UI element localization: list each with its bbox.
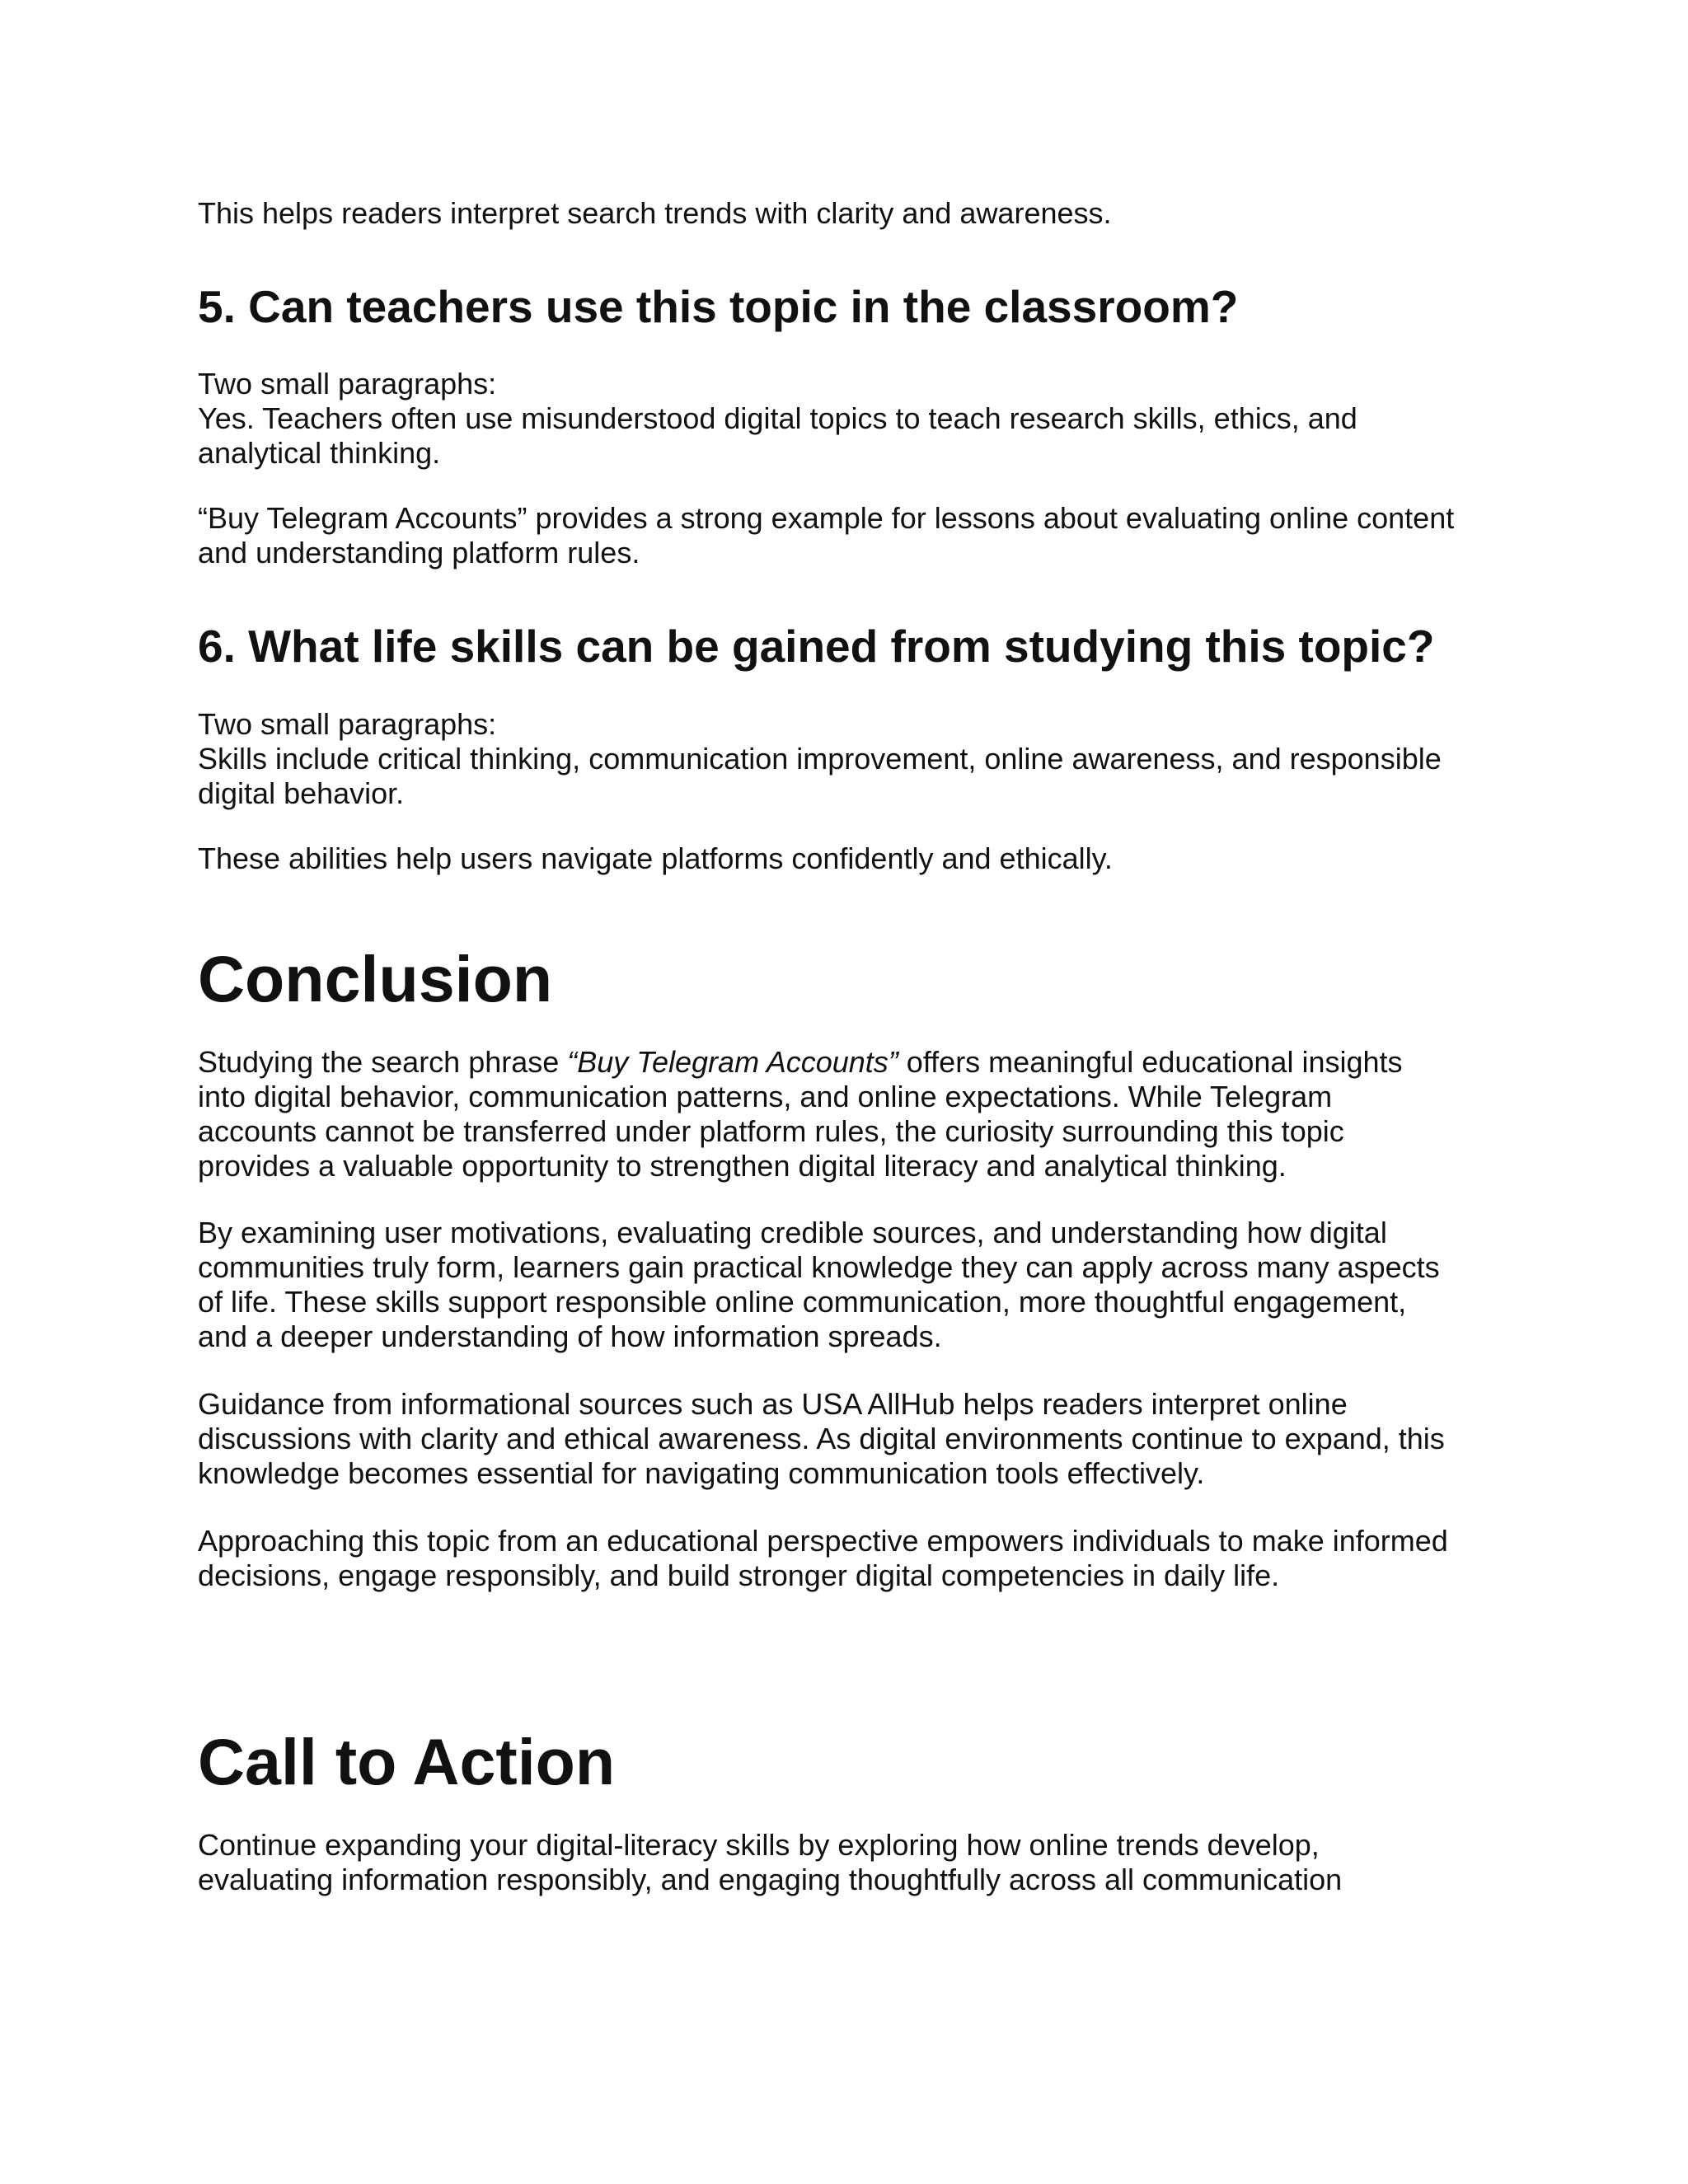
conclusion-heading: Conclusion <box>198 942 553 1015</box>
faq5-paragraph-1: Two small paragraphs: Yes. Teachers often use misunderstood digital topics to teach research skills, ethics, and analytical thinking. <box>198 367 1357 470</box>
faq6-paragraph-2: These abilities help users navigate platforms confidently and ethically. <box>198 841 1113 875</box>
call-to-action-heading: Call to Action <box>198 1725 616 1798</box>
conclusion-p1-italic-phrase: “Buy Telegram Accounts” <box>567 1045 898 1079</box>
conclusion-paragraph-2: By examining user motivations, evaluating credible sources, and understanding how digital communities truly form, learners gain practical knowledge they can apply across many aspects of life. These skills support responsible online communication, more thoughtful engagement, and a deeper understanding of how information spreads. <box>198 1216 1440 1353</box>
conclusion-p1-rest: offers meaningful educational insights into digital behavior, communication patterns, and online expectations. While Telegram accounts cannot be transferred under platform rules, the curiosity surrounding this topic provides a valuable opportunity to strengthen digital literacy and analytical thinking. <box>198 1045 1403 1183</box>
intro-paragraph: This helps readers interpret search trends with clarity and awareness. <box>198 196 1112 230</box>
faq5-paragraph-2: “Buy Telegram Accounts” provides a strong example for lessons about evaluating online content and understanding platform rules. <box>198 501 1455 569</box>
conclusion-p1-start: Studying the search phrase <box>198 1045 568 1079</box>
faq5-heading: 5. Can teachers use this topic in the classroom? <box>198 281 1239 332</box>
faq6-paragraph-1: Two small paragraphs: Skills include critical thinking, communication improvement, online awareness, and responsible digital behavior. <box>198 707 1442 810</box>
conclusion-paragraph-4: Approaching this topic from an educational perspective empowers individuals to make informed decisions, engage responsibly, and build stronger digital competencies in daily life. <box>198 1524 1448 1592</box>
faq6-heading: 6. What life skills can be gained from studying this topic? <box>198 621 1435 672</box>
call-to-action-paragraph: Continue expanding your digital-literacy skills by exploring how online trends develop, evaluating information responsibly, and engaging thoughtfully across all communication <box>198 1828 1343 1896</box>
conclusion-paragraph-1 <box>198 1045 1500 1183</box>
conclusion-paragraph-3: Guidance from informational sources such as USA AllHub helps readers interpret online discussions with clarity and ethical awareness. As digital environments continue to expand, this knowledge becomes essential for navigating communication tools effectively. <box>198 1387 1445 1490</box>
